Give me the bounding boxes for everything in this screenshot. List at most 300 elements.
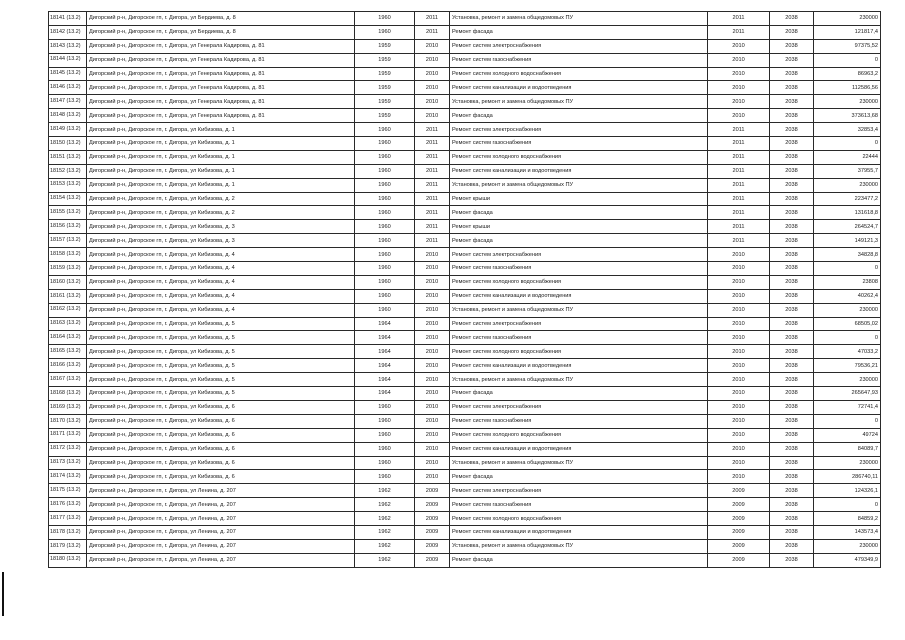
cell-end-year: 2038 bbox=[770, 498, 814, 512]
cell-start-year: 2010 bbox=[708, 39, 770, 53]
cell-year-built: 1960 bbox=[355, 303, 415, 317]
cell-start-year: 2009 bbox=[708, 512, 770, 526]
cell-year-repair: 2010 bbox=[415, 331, 450, 345]
cell-record-id: 18172 (13.2) bbox=[49, 442, 87, 456]
cell-end-year: 2038 bbox=[770, 220, 814, 234]
cell-cost: 124326,1 bbox=[814, 484, 881, 498]
cell-year-repair: 2011 bbox=[415, 25, 450, 39]
cell-address: Дигорский р-н, Дигорское гп, г. Дигора, ул Генерала Кадирова, д. 81 bbox=[87, 95, 355, 109]
cell-year-repair: 2010 bbox=[415, 470, 450, 484]
cell-year-repair: 2011 bbox=[415, 150, 450, 164]
cell-address: Дигорский р-н, Дигорское гп, г. Дигора, ул Кибизова, д. 6 bbox=[87, 470, 355, 484]
cell-year-repair: 2010 bbox=[415, 39, 450, 53]
cell-year-built: 1960 bbox=[355, 275, 415, 289]
cell-record-id: 18150 (13.2) bbox=[49, 137, 87, 151]
table-row bbox=[49, 53, 881, 67]
cell-year-built: 1960 bbox=[355, 428, 415, 442]
cell-record-id: 18148 (13.2) bbox=[49, 109, 87, 123]
cell-cost: 23808 bbox=[814, 275, 881, 289]
cell-address: Дигорский р-н, Дигорское гп, г. Дигора, ул Кибизова, д. 4 bbox=[87, 289, 355, 303]
table-row bbox=[49, 164, 881, 178]
cell-end-year: 2038 bbox=[770, 12, 814, 26]
table-row bbox=[49, 234, 881, 248]
cell-start-year: 2009 bbox=[708, 525, 770, 539]
table-row bbox=[49, 150, 881, 164]
cell-end-year: 2038 bbox=[770, 109, 814, 123]
table-row bbox=[49, 484, 881, 498]
cell-record-id: 18170 (13.2) bbox=[49, 414, 87, 428]
cell-end-year: 2038 bbox=[770, 387, 814, 401]
cell-year-repair: 2010 bbox=[415, 53, 450, 67]
cell-work-type: Ремонт систем холодного водоснабжения bbox=[450, 150, 708, 164]
cell-year-built: 1962 bbox=[355, 498, 415, 512]
cell-cost: 230000 bbox=[814, 456, 881, 470]
cell-start-year: 2009 bbox=[708, 484, 770, 498]
cell-year-repair: 2010 bbox=[415, 303, 450, 317]
cell-start-year: 2011 bbox=[708, 137, 770, 151]
cell-record-id: 18162 (13.2) bbox=[49, 303, 87, 317]
cell-cost: 40262,4 bbox=[814, 289, 881, 303]
cell-address: Дигорский р-н, Дигорское гп, г. Дигора, ул Кибизова, д. 2 bbox=[87, 206, 355, 220]
cell-work-type: Ремонт систем газоснабжения bbox=[450, 137, 708, 151]
cell-cost: 0 bbox=[814, 331, 881, 345]
cell-end-year: 2038 bbox=[770, 234, 814, 248]
cell-start-year: 2011 bbox=[708, 178, 770, 192]
cell-record-id: 18176 (13.2) bbox=[49, 498, 87, 512]
cell-work-type: Ремонт фасада bbox=[450, 234, 708, 248]
cell-year-built: 1964 bbox=[355, 373, 415, 387]
cell-year-repair: 2011 bbox=[415, 12, 450, 26]
cell-year-repair: 2010 bbox=[415, 248, 450, 262]
cell-start-year: 2010 bbox=[708, 67, 770, 81]
cell-address: Дигорский р-н, Дигорское гп, г. Дигора, ул Кибизова, д. 5 bbox=[87, 345, 355, 359]
cell-start-year: 2010 bbox=[708, 109, 770, 123]
table-row bbox=[49, 289, 881, 303]
cell-year-built: 1960 bbox=[355, 137, 415, 151]
cell-year-built: 1959 bbox=[355, 81, 415, 95]
cell-end-year: 2038 bbox=[770, 25, 814, 39]
cell-cost: 265647,93 bbox=[814, 387, 881, 401]
cell-cost: 121817,4 bbox=[814, 25, 881, 39]
cell-end-year: 2038 bbox=[770, 150, 814, 164]
table-row bbox=[49, 137, 881, 151]
cell-cost: 0 bbox=[814, 137, 881, 151]
cell-start-year: 2010 bbox=[708, 428, 770, 442]
cell-year-built: 1960 bbox=[355, 25, 415, 39]
cell-year-built: 1960 bbox=[355, 12, 415, 26]
cell-start-year: 2010 bbox=[708, 359, 770, 373]
cell-year-built: 1960 bbox=[355, 262, 415, 276]
cell-work-type: Ремонт фасада bbox=[450, 387, 708, 401]
cell-cost: 264524,7 bbox=[814, 220, 881, 234]
cell-year-repair: 2010 bbox=[415, 456, 450, 470]
cell-year-built: 1960 bbox=[355, 206, 415, 220]
cell-address: Дигорский р-н, Дигорское гп, г. Дигора, ул Кибизова, д. 5 bbox=[87, 373, 355, 387]
cell-work-type: Ремонт крыши bbox=[450, 192, 708, 206]
cell-record-id: 18173 (13.2) bbox=[49, 456, 87, 470]
cell-year-built: 1960 bbox=[355, 400, 415, 414]
cell-start-year: 2010 bbox=[708, 248, 770, 262]
cell-work-type: Ремонт фасада bbox=[450, 25, 708, 39]
cell-address: Дигорский р-н, Дигорское гп, г. Дигора, ул Бердиева, д. 8 bbox=[87, 25, 355, 39]
cell-year-repair: 2011 bbox=[415, 164, 450, 178]
cell-year-repair: 2010 bbox=[415, 109, 450, 123]
cell-year-built: 1959 bbox=[355, 95, 415, 109]
cell-year-repair: 2011 bbox=[415, 220, 450, 234]
cell-cost: 49724 bbox=[814, 428, 881, 442]
cell-cost: 230000 bbox=[814, 12, 881, 26]
cell-cost: 223477,2 bbox=[814, 192, 881, 206]
cell-address: Дигорский р-н, Дигорское гп, г. Дигора, ул Кибизова, д. 5 bbox=[87, 387, 355, 401]
document-page bbox=[48, 11, 880, 568]
cell-cost: 0 bbox=[814, 498, 881, 512]
cell-cost: 230000 bbox=[814, 373, 881, 387]
cell-year-built: 1959 bbox=[355, 109, 415, 123]
table-row bbox=[49, 345, 881, 359]
cell-year-built: 1960 bbox=[355, 414, 415, 428]
cell-end-year: 2038 bbox=[770, 525, 814, 539]
cell-address: Дигорский р-н, Дигорское гп, г. Дигора, ул Ленина, д. 207 bbox=[87, 512, 355, 526]
table-row bbox=[49, 414, 881, 428]
cell-record-id: 18163 (13.2) bbox=[49, 317, 87, 331]
cell-start-year: 2010 bbox=[708, 456, 770, 470]
cell-end-year: 2038 bbox=[770, 512, 814, 526]
cell-address: Дигорский р-н, Дигорское гп, г. Дигора, ул Кибизова, д. 6 bbox=[87, 442, 355, 456]
cell-year-repair: 2011 bbox=[415, 123, 450, 137]
cell-address: Дигорский р-н, Дигорское гп, г. Дигора, ул Кибизова, д. 3 bbox=[87, 234, 355, 248]
cell-record-id: 18152 (13.2) bbox=[49, 164, 87, 178]
cell-year-built: 1962 bbox=[355, 525, 415, 539]
cell-record-id: 18177 (13.2) bbox=[49, 512, 87, 526]
cell-cost: 131618,8 bbox=[814, 206, 881, 220]
cell-work-type: Ремонт систем канализации и водоотведения bbox=[450, 81, 708, 95]
cell-address: Дигорский р-н, Дигорское гп, г. Дигора, ул Кибизова, д. 5 bbox=[87, 359, 355, 373]
cell-record-id: 18146 (13.2) bbox=[49, 81, 87, 95]
cell-cost: 373613,68 bbox=[814, 109, 881, 123]
cell-year-repair: 2010 bbox=[415, 317, 450, 331]
cell-year-built: 1962 bbox=[355, 553, 415, 567]
cell-work-type: Ремонт фасада bbox=[450, 206, 708, 220]
cell-work-type: Ремонт систем холодного водоснабжения bbox=[450, 428, 708, 442]
cell-start-year: 2010 bbox=[708, 262, 770, 276]
cell-end-year: 2038 bbox=[770, 123, 814, 137]
cell-year-repair: 2010 bbox=[415, 442, 450, 456]
cell-cost: 84859,2 bbox=[814, 512, 881, 526]
cell-year-repair: 2011 bbox=[415, 192, 450, 206]
scan-margin-mark bbox=[2, 572, 4, 616]
cell-address: Дигорский р-н, Дигорское гп, г. Дигора, ул Генерала Кадирова, д. 81 bbox=[87, 109, 355, 123]
cell-address: Дигорский р-н, Дигорское гп, г. Дигора, ул Кибизова, д. 1 bbox=[87, 137, 355, 151]
cell-end-year: 2038 bbox=[770, 192, 814, 206]
cell-year-built: 1964 bbox=[355, 345, 415, 359]
cell-year-built: 1960 bbox=[355, 470, 415, 484]
cell-work-type: Ремонт систем канализации и водоотведения bbox=[450, 525, 708, 539]
cell-address: Дигорский р-н, Дигорское гп, г. Дигора, ул Ленина, д. 207 bbox=[87, 525, 355, 539]
cell-year-repair: 2011 bbox=[415, 234, 450, 248]
cell-address: Дигорский р-н, Дигорское гп, г. Дигора, ул Генерала Кадирова, д. 81 bbox=[87, 67, 355, 81]
cell-work-type: Ремонт систем холодного водоснабжения bbox=[450, 512, 708, 526]
cell-year-built: 1960 bbox=[355, 248, 415, 262]
cell-start-year: 2010 bbox=[708, 373, 770, 387]
table-row bbox=[49, 206, 881, 220]
cell-year-built: 1960 bbox=[355, 123, 415, 137]
cell-year-repair: 2010 bbox=[415, 95, 450, 109]
cell-address: Дигорский р-н, Дигорское гп, г. Дигора, ул Кибизова, д. 5 bbox=[87, 317, 355, 331]
cell-year-built: 1964 bbox=[355, 359, 415, 373]
cell-end-year: 2038 bbox=[770, 442, 814, 456]
cell-start-year: 2010 bbox=[708, 400, 770, 414]
cell-cost: 22444 bbox=[814, 150, 881, 164]
cell-year-repair: 2011 bbox=[415, 137, 450, 151]
cell-cost: 97375,52 bbox=[814, 39, 881, 53]
cell-work-type: Ремонт систем холодного водоснабжения bbox=[450, 345, 708, 359]
table-row bbox=[49, 178, 881, 192]
cell-start-year: 2010 bbox=[708, 303, 770, 317]
cell-year-repair: 2010 bbox=[415, 289, 450, 303]
cell-work-type: Ремонт систем электроснабжения bbox=[450, 39, 708, 53]
cell-start-year: 2010 bbox=[708, 317, 770, 331]
cell-address: Дигорский р-н, Дигорское гп, г. Дигора, ул Кибизова, д. 4 bbox=[87, 303, 355, 317]
cell-year-built: 1960 bbox=[355, 150, 415, 164]
cell-year-repair: 2010 bbox=[415, 67, 450, 81]
cell-start-year: 2009 bbox=[708, 498, 770, 512]
cell-start-year: 2011 bbox=[708, 192, 770, 206]
cell-cost: 47033,2 bbox=[814, 345, 881, 359]
cell-end-year: 2038 bbox=[770, 359, 814, 373]
cell-cost: 0 bbox=[814, 53, 881, 67]
cell-record-id: 18153 (13.2) bbox=[49, 178, 87, 192]
cell-end-year: 2038 bbox=[770, 164, 814, 178]
cell-record-id: 18179 (13.2) bbox=[49, 539, 87, 553]
cell-address: Дигорский р-н, Дигорское гп, г. Дигора, ул Кибизова, д. 1 bbox=[87, 164, 355, 178]
table-row bbox=[49, 220, 881, 234]
repair-plan-table bbox=[48, 11, 881, 568]
table-row bbox=[49, 123, 881, 137]
table-row bbox=[49, 428, 881, 442]
cell-start-year: 2009 bbox=[708, 553, 770, 567]
cell-year-built: 1964 bbox=[355, 331, 415, 345]
cell-start-year: 2010 bbox=[708, 345, 770, 359]
cell-work-type: Ремонт систем газоснабжения bbox=[450, 262, 708, 276]
cell-start-year: 2010 bbox=[708, 470, 770, 484]
cell-record-id: 18151 (13.2) bbox=[49, 150, 87, 164]
cell-work-type: Ремонт систем холодного водоснабжения bbox=[450, 275, 708, 289]
cell-start-year: 2010 bbox=[708, 331, 770, 345]
table-row bbox=[49, 67, 881, 81]
cell-cost: 68505,02 bbox=[814, 317, 881, 331]
cell-cost: 112586,56 bbox=[814, 81, 881, 95]
cell-end-year: 2038 bbox=[770, 470, 814, 484]
cell-start-year: 2011 bbox=[708, 25, 770, 39]
cell-year-built: 1960 bbox=[355, 442, 415, 456]
cell-year-repair: 2010 bbox=[415, 428, 450, 442]
cell-record-id: 18174 (13.2) bbox=[49, 470, 87, 484]
cell-start-year: 2010 bbox=[708, 387, 770, 401]
cell-year-repair: 2010 bbox=[415, 81, 450, 95]
cell-end-year: 2038 bbox=[770, 206, 814, 220]
cell-record-id: 18159 (13.2) bbox=[49, 262, 87, 276]
cell-end-year: 2038 bbox=[770, 178, 814, 192]
table-row bbox=[49, 39, 881, 53]
cell-end-year: 2038 bbox=[770, 95, 814, 109]
cell-work-type: Установка, ремонт и замена общедомовых ПУ bbox=[450, 12, 708, 26]
table-row bbox=[49, 317, 881, 331]
cell-work-type: Ремонт систем канализации и водоотведения bbox=[450, 289, 708, 303]
cell-work-type: Ремонт систем газоснабжения bbox=[450, 53, 708, 67]
cell-year-repair: 2010 bbox=[415, 359, 450, 373]
cell-cost: 79536,21 bbox=[814, 359, 881, 373]
table-row bbox=[49, 331, 881, 345]
cell-address: Дигорский р-н, Дигорское гп, г. Дигора, ул Кибизова, д. 1 bbox=[87, 123, 355, 137]
table-row bbox=[49, 95, 881, 109]
cell-cost: 286740,11 bbox=[814, 470, 881, 484]
table-row bbox=[49, 373, 881, 387]
cell-work-type: Ремонт систем канализации и водоотведения bbox=[450, 442, 708, 456]
cell-year-repair: 2010 bbox=[415, 262, 450, 276]
cell-work-type: Установка, ремонт и замена общедомовых ПУ bbox=[450, 303, 708, 317]
cell-start-year: 2011 bbox=[708, 234, 770, 248]
cell-year-repair: 2009 bbox=[415, 553, 450, 567]
cell-end-year: 2038 bbox=[770, 428, 814, 442]
cell-record-id: 18166 (13.2) bbox=[49, 359, 87, 373]
table-row bbox=[49, 109, 881, 123]
cell-cost: 32853,4 bbox=[814, 123, 881, 137]
table-row bbox=[49, 553, 881, 567]
cell-cost: 230000 bbox=[814, 178, 881, 192]
cell-end-year: 2038 bbox=[770, 456, 814, 470]
cell-address: Дигорский р-н, Дигорское гп, г. Дигора, ул Кибизова, д. 1 bbox=[87, 150, 355, 164]
cell-cost: 86963,2 bbox=[814, 67, 881, 81]
table-row bbox=[49, 400, 881, 414]
cell-start-year: 2011 bbox=[708, 206, 770, 220]
cell-start-year: 2010 bbox=[708, 442, 770, 456]
cell-cost: 230000 bbox=[814, 95, 881, 109]
cell-cost: 72741,4 bbox=[814, 400, 881, 414]
cell-record-id: 18167 (13.2) bbox=[49, 373, 87, 387]
cell-address: Дигорский р-н, Дигорское гп, г. Дигора, ул Кибизова, д. 6 bbox=[87, 414, 355, 428]
table-row bbox=[49, 12, 881, 26]
cell-start-year: 2011 bbox=[708, 12, 770, 26]
cell-record-id: 18175 (13.2) bbox=[49, 484, 87, 498]
cell-work-type: Установка, ремонт и замена общедомовых ПУ bbox=[450, 178, 708, 192]
cell-start-year: 2011 bbox=[708, 220, 770, 234]
cell-record-id: 18165 (13.2) bbox=[49, 345, 87, 359]
cell-address: Дигорский р-н, Дигорское гп, г. Дигора, ул Кибизова, д. 4 bbox=[87, 248, 355, 262]
cell-end-year: 2038 bbox=[770, 414, 814, 428]
cell-end-year: 2038 bbox=[770, 53, 814, 67]
cell-year-repair: 2010 bbox=[415, 275, 450, 289]
cell-end-year: 2038 bbox=[770, 81, 814, 95]
cell-cost: 230000 bbox=[814, 539, 881, 553]
cell-record-id: 18156 (13.2) bbox=[49, 220, 87, 234]
cell-year-built: 1960 bbox=[355, 178, 415, 192]
cell-year-built: 1962 bbox=[355, 539, 415, 553]
cell-record-id: 18144 (13.2) bbox=[49, 53, 87, 67]
cell-work-type: Ремонт систем канализации и водоотведения bbox=[450, 164, 708, 178]
table-row bbox=[49, 498, 881, 512]
cell-address: Дигорский р-н, Дигорское гп, г. Дигора, ул Кибизова, д. 1 bbox=[87, 178, 355, 192]
cell-address: Дигорский р-н, Дигорское гп, г. Дигора, ул Кибизова, д. 6 bbox=[87, 428, 355, 442]
cell-year-built: 1960 bbox=[355, 456, 415, 470]
table-row bbox=[49, 81, 881, 95]
cell-work-type: Ремонт систем электроснабжения bbox=[450, 123, 708, 137]
cell-record-id: 18155 (13.2) bbox=[49, 206, 87, 220]
cell-end-year: 2038 bbox=[770, 317, 814, 331]
cell-start-year: 2011 bbox=[708, 150, 770, 164]
cell-address: Дигорский р-н, Дигорское гп, г. Дигора, ул Кибизова, д. 5 bbox=[87, 331, 355, 345]
cell-work-type: Установка, ремонт и замена общедомовых ПУ bbox=[450, 373, 708, 387]
cell-cost: 34828,8 bbox=[814, 248, 881, 262]
cell-record-id: 18143 (13.2) bbox=[49, 39, 87, 53]
cell-work-type: Ремонт систем электроснабжения bbox=[450, 248, 708, 262]
cell-year-built: 1964 bbox=[355, 317, 415, 331]
cell-address: Дигорский р-н, Дигорское гп, г. Дигора, ул Кибизова, д. 4 bbox=[87, 275, 355, 289]
cell-record-id: 18158 (13.2) bbox=[49, 248, 87, 262]
cell-address: Дигорский р-н, Дигорское гп, г. Дигора, ул Ленина, д. 207 bbox=[87, 553, 355, 567]
cell-cost: 84089,7 bbox=[814, 442, 881, 456]
cell-work-type: Ремонт фасада bbox=[450, 553, 708, 567]
cell-end-year: 2038 bbox=[770, 539, 814, 553]
cell-record-id: 18154 (13.2) bbox=[49, 192, 87, 206]
cell-year-built: 1959 bbox=[355, 53, 415, 67]
cell-record-id: 18160 (13.2) bbox=[49, 275, 87, 289]
cell-address: Дигорский р-н, Дигорское гп, г. Дигора, ул Ленина, д. 207 bbox=[87, 498, 355, 512]
cell-end-year: 2038 bbox=[770, 345, 814, 359]
cell-cost: 37955,7 bbox=[814, 164, 881, 178]
cell-work-type: Ремонт систем электроснабжения bbox=[450, 400, 708, 414]
cell-start-year: 2010 bbox=[708, 95, 770, 109]
cell-work-type: Ремонт систем холодного водоснабжения bbox=[450, 67, 708, 81]
cell-address: Дигорский р-н, Дигорское гп, г. Дигора, ул Генерала Кадирова, д. 81 bbox=[87, 81, 355, 95]
cell-year-built: 1960 bbox=[355, 289, 415, 303]
table-row bbox=[49, 275, 881, 289]
cell-start-year: 2011 bbox=[708, 123, 770, 137]
cell-year-repair: 2009 bbox=[415, 525, 450, 539]
cell-address: Дигорский р-н, Дигорское гп, г. Дигора, ул Кибизова, д. 6 bbox=[87, 456, 355, 470]
cell-year-repair: 2010 bbox=[415, 387, 450, 401]
cell-year-built: 1959 bbox=[355, 39, 415, 53]
table-row bbox=[49, 442, 881, 456]
cell-record-id: 18168 (13.2) bbox=[49, 387, 87, 401]
cell-end-year: 2038 bbox=[770, 400, 814, 414]
cell-work-type: Ремонт систем газоснабжения bbox=[450, 331, 708, 345]
cell-end-year: 2038 bbox=[770, 331, 814, 345]
cell-year-built: 1964 bbox=[355, 387, 415, 401]
table-row bbox=[49, 539, 881, 553]
cell-work-type: Ремонт фасада bbox=[450, 109, 708, 123]
cell-work-type: Ремонт фасада bbox=[450, 470, 708, 484]
cell-address: Дигорский р-н, Дигорское гп, г. Дигора, ул Бердиева, д. 8 bbox=[87, 12, 355, 26]
cell-cost: 143573,4 bbox=[814, 525, 881, 539]
table-row bbox=[49, 248, 881, 262]
table-row bbox=[49, 25, 881, 39]
cell-record-id: 18180 (13.2) bbox=[49, 553, 87, 567]
cell-work-type: Ремонт систем газоснабжения bbox=[450, 414, 708, 428]
cell-address: Дигорский р-н, Дигорское гп, г. Дигора, ул Кибизова, д. 4 bbox=[87, 262, 355, 276]
cell-start-year: 2010 bbox=[708, 53, 770, 67]
cell-year-built: 1960 bbox=[355, 234, 415, 248]
cell-year-repair: 2009 bbox=[415, 512, 450, 526]
cell-start-year: 2010 bbox=[708, 275, 770, 289]
cell-cost: 0 bbox=[814, 414, 881, 428]
cell-end-year: 2038 bbox=[770, 553, 814, 567]
cell-year-repair: 2011 bbox=[415, 206, 450, 220]
cell-work-type: Ремонт крыши bbox=[450, 220, 708, 234]
cell-record-id: 18161 (13.2) bbox=[49, 289, 87, 303]
cell-end-year: 2038 bbox=[770, 289, 814, 303]
cell-start-year: 2010 bbox=[708, 289, 770, 303]
cell-cost: 149121,3 bbox=[814, 234, 881, 248]
